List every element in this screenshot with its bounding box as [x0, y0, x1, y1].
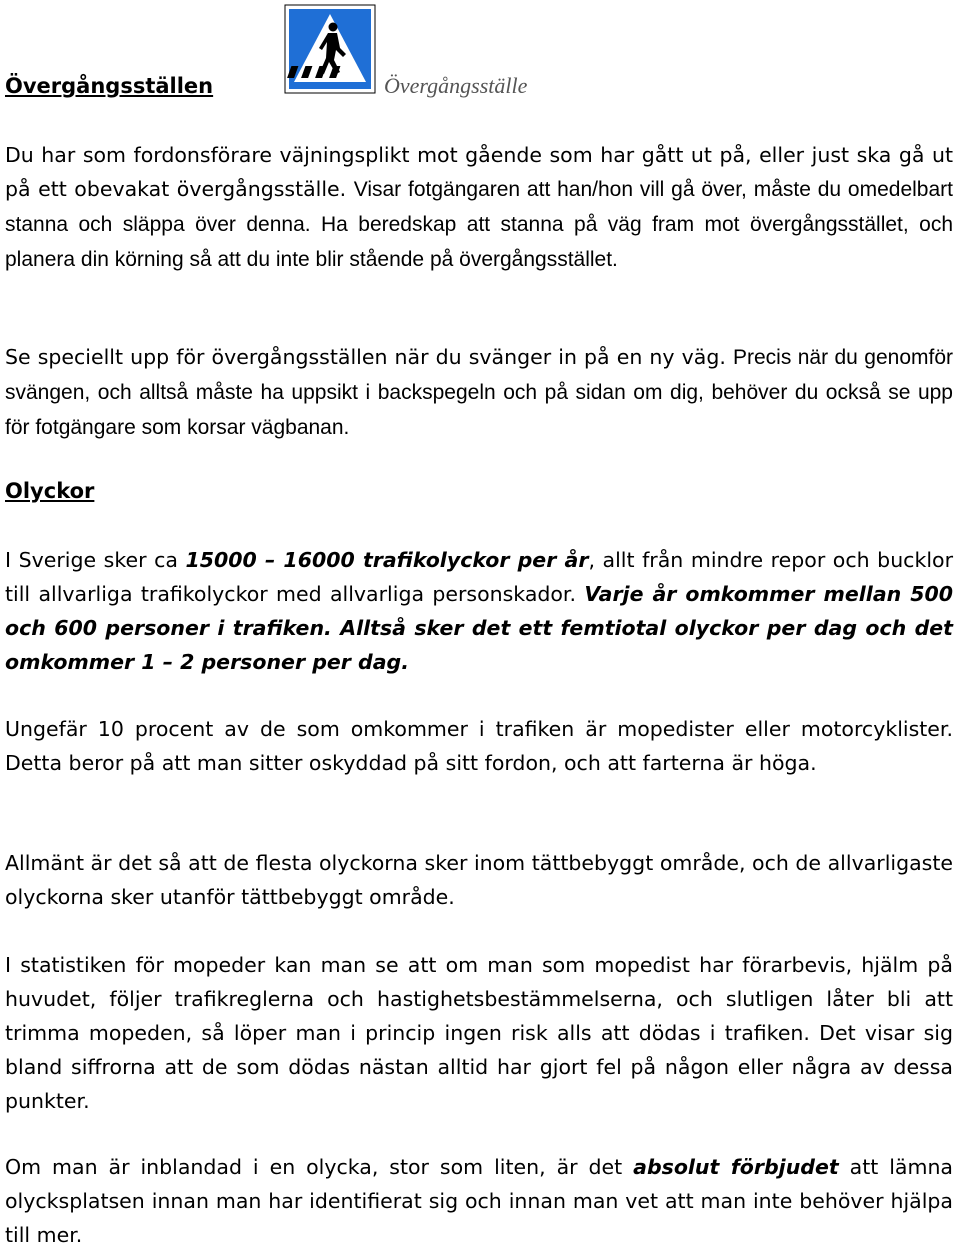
paragraph-text: Precis när du genomför svängen, och alltså måste ha uppsikt i backspegeln och på sidan om dig, behöver du också se upp för fotgängare som korsar vägbanan.	[5, 346, 953, 439]
paragraph-text: , allt från mindre repor och bucklor till allvarliga trafikolyckor med allvarliga personskador.	[5, 548, 953, 606]
pedestrian-crossing-sign-icon	[284, 4, 376, 99]
emphasis-text: 15000 – 16000 trafikolyckor per år	[185, 548, 589, 572]
crossing-paragraph-1	[5, 138, 953, 277]
section-heading-crossings: Övergångsställen	[5, 74, 214, 98]
accidents-paragraph-2: Ungefär 10 procent av de som omkommer i trafiken är mopedister eller motorcyklister. Detta beror på att man sitter oskyddad på sitt fordon, och att farterna är höga.	[5, 717, 953, 775]
accidents-paragraph-3: Allmänt är det så att de flesta olyckorna sker inom tättbebyggt område, och de allvarligaste olyckorna sker utanför tättbebyggt område.	[5, 851, 953, 909]
accidents-paragraph-1	[5, 543, 953, 679]
accidents-paragraph-4: I statistiken för mopeder kan man se att om man som mopedist har förarbevis, hjälm på huvudet, följer trafikreglerna och hastighetsbestämmelserna, och slutligen låter bli att trimma mopeden, så löper man i princip ingen risk alls att dödas i trafiken. Det visar sig bland siffrorna att de som dödas nästan alltid har gjort fel på någon eller några av dessa punkter.	[5, 953, 953, 1113]
paragraph-text: Om man är inblandad i en olycka, stor som liten, är det	[5, 1155, 634, 1179]
sign-caption: Övergångsställe	[384, 73, 528, 98]
crossing-paragraph-2	[5, 340, 953, 445]
paragraph-text: I Sverige sker ca	[5, 548, 186, 572]
paragraph-text: Du har som fordonsförare väjningsplikt mot gående som har gått ut på, eller just ska gå ut på ett obevakat övergångsställe.	[5, 143, 953, 201]
paragraph-text: Se speciellt upp för övergångsställen när du svänger in på en ny väg.	[5, 345, 733, 369]
paragraph-text: Visar fotgängaren att han/hon vill gå över, måste du omedelbart stanna och släppa över denna. Ha beredskap att stanna på väg fram mot övergångsstället, och planera din körning så att du inte blir stående på övergångsstället.	[5, 178, 953, 271]
paragraph-text: att lämna olycksplatsen innan man har identifierat sig och innan man vet att man inte behöver hjälpa till mer.	[5, 1155, 953, 1247]
section-heading-accidents: Olyckor	[5, 479, 95, 503]
accidents-paragraph-5	[5, 1150, 953, 1252]
emphasis-text: absolut förbjudet	[633, 1155, 839, 1179]
emphasis-text: Varje år omkommer mellan 500 och 600 personer i trafiken. Alltså sker det ett femtiotal olyckor per dag och det omkommer 1 – 2 personer per dag.	[5, 582, 953, 674]
